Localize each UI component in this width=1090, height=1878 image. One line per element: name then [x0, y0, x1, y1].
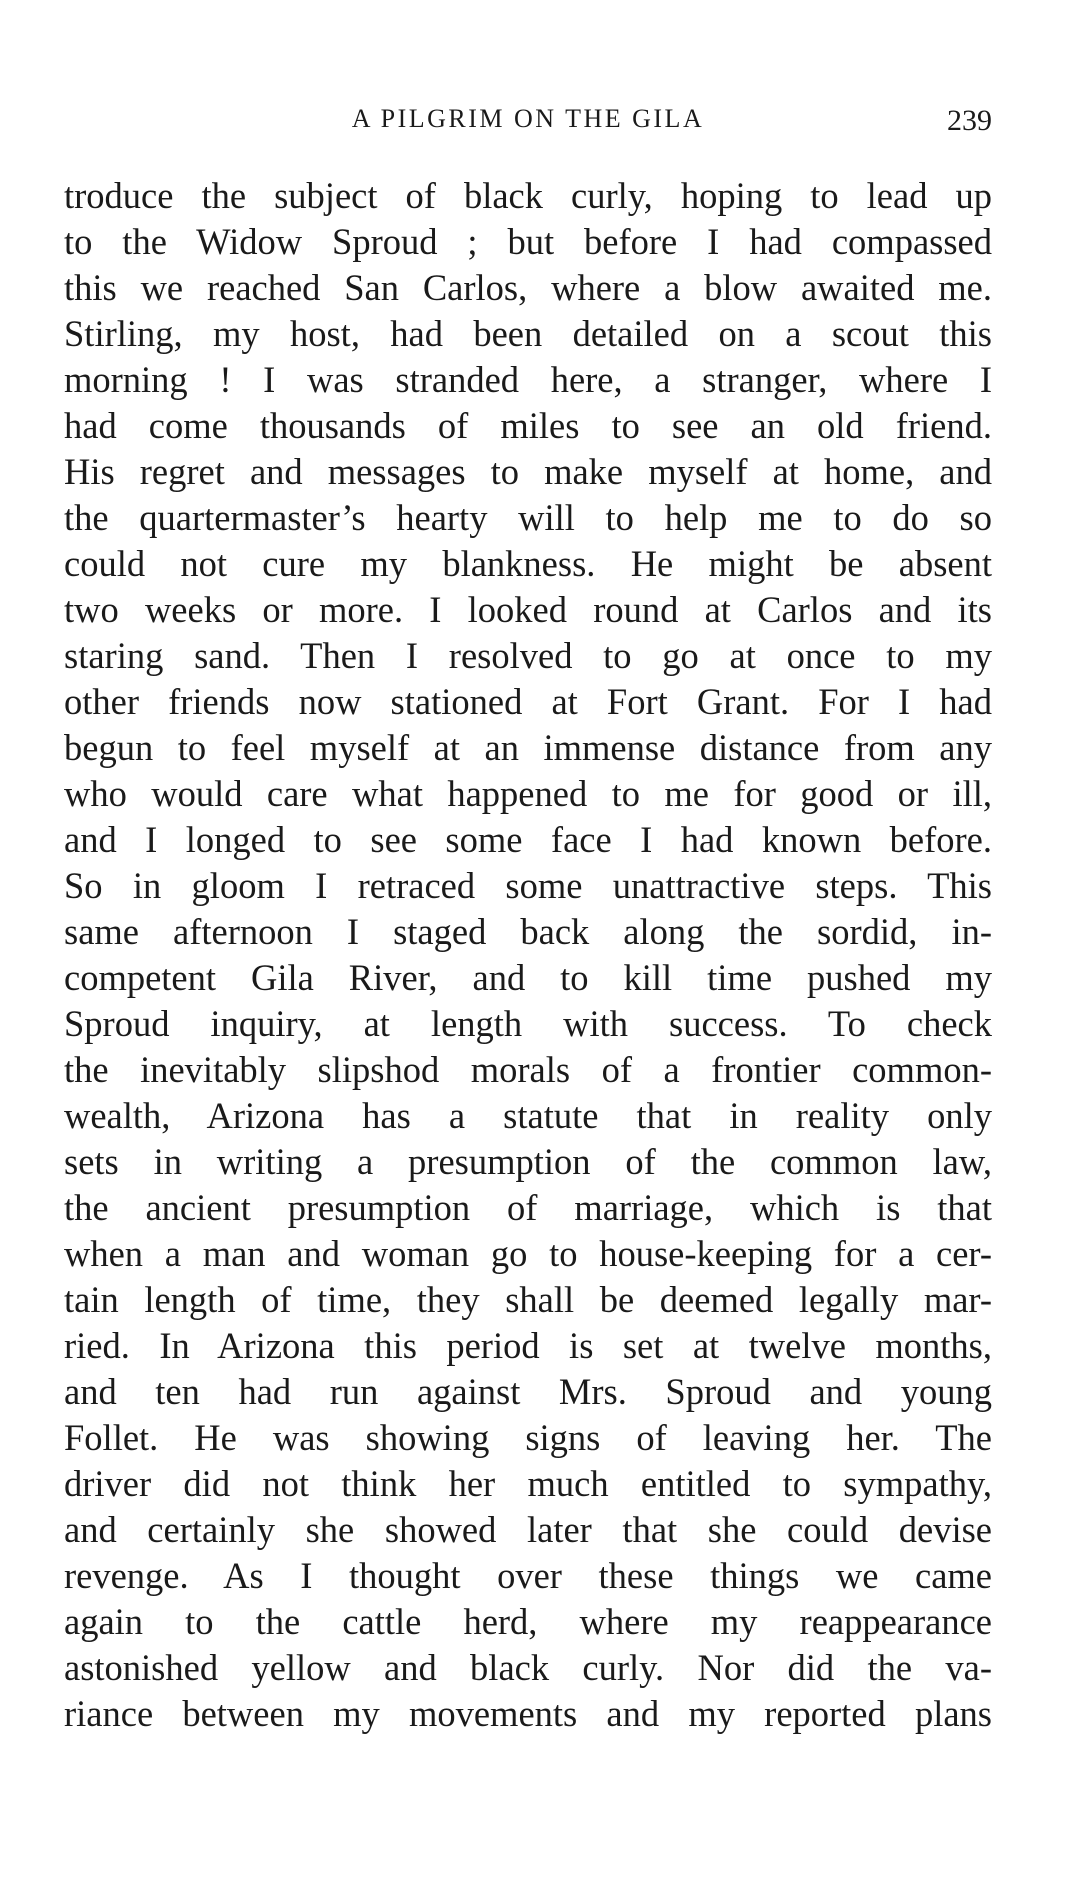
text-line: driver did not think her much entitled to sympathy,: [64, 1463, 992, 1504]
page-number: 239: [947, 104, 992, 137]
text-line: and certainly she showed later that she could devise: [64, 1509, 992, 1550]
text-line: two weeks or more. I looked round at Carlos and its: [64, 589, 992, 630]
text-line: So in gloom I retraced some unattractive steps. This: [64, 865, 992, 906]
text-line: tain length of time, they shall be deemed legally mar-: [64, 1279, 992, 1320]
text-line: and ten had run against Mrs. Sproud and young: [64, 1371, 992, 1412]
text-line: revenge. As I thought over these things we came: [64, 1555, 992, 1596]
running-title: A PILGRIM ON THE GILA: [351, 104, 705, 133]
text-line: had come thousands of miles to see an old friend.: [64, 405, 992, 446]
text-line: His regret and messages to make myself at home, and: [64, 451, 992, 492]
text-line: riance between my movements and my reported plans: [64, 1693, 992, 1734]
text-line: could not cure my blankness. He might be absent: [64, 543, 992, 584]
running-head: [64, 100, 992, 140]
text-line: same afternoon I staged back along the sordid, in-: [64, 911, 992, 952]
text-line: who would care what happened to me for good or ill,: [64, 773, 992, 814]
text-line: the ancient presumption of marriage, which is that: [64, 1187, 992, 1228]
text-line: Sproud inquiry, at length with success. To check: [64, 1003, 992, 1044]
text-line: other friends now stationed at Fort Grant. For I had: [64, 681, 992, 722]
text-line: this we reached San Carlos, where a blow awaited me.: [64, 267, 992, 308]
text-line: Stirling, my host, had been detailed on a scout this: [64, 313, 992, 354]
text-line: sets in writing a presumption of the common law,: [64, 1141, 992, 1182]
text-line: the quartermaster’s hearty will to help me to do so: [64, 497, 992, 538]
text-line: wealth, Arizona has a statute that in reality only: [64, 1095, 992, 1136]
text-line: astonished yellow and black curly. Nor did the va-: [64, 1647, 992, 1688]
body-text: [64, 173, 992, 1737]
text-line: competent Gila River, and to kill time pushed my: [64, 957, 992, 998]
text-line: again to the cattle herd, where my reappearance: [64, 1601, 992, 1642]
text-line: the inevitably slipshod morals of a frontier common-: [64, 1049, 992, 1090]
text-line: to the Widow Sproud ; but before I had compassed: [64, 221, 992, 262]
text-line: and I longed to see some face I had known before.: [64, 819, 992, 860]
text-line: when a man and woman go to house-keeping for a cer-: [64, 1233, 992, 1274]
text-line: morning ! I was stranded here, a stranger, where I: [64, 359, 992, 400]
text-line: Follet. He was showing signs of leaving her. The: [64, 1417, 992, 1458]
text-line: troduce the subject of black curly, hoping to lead up: [64, 175, 992, 216]
text-line: ried. In Arizona this period is set at twelve months,: [64, 1325, 992, 1366]
text-line: begun to feel myself at an immense distance from any: [64, 727, 992, 768]
text-line: staring sand. Then I resolved to go at once to my: [64, 635, 992, 676]
